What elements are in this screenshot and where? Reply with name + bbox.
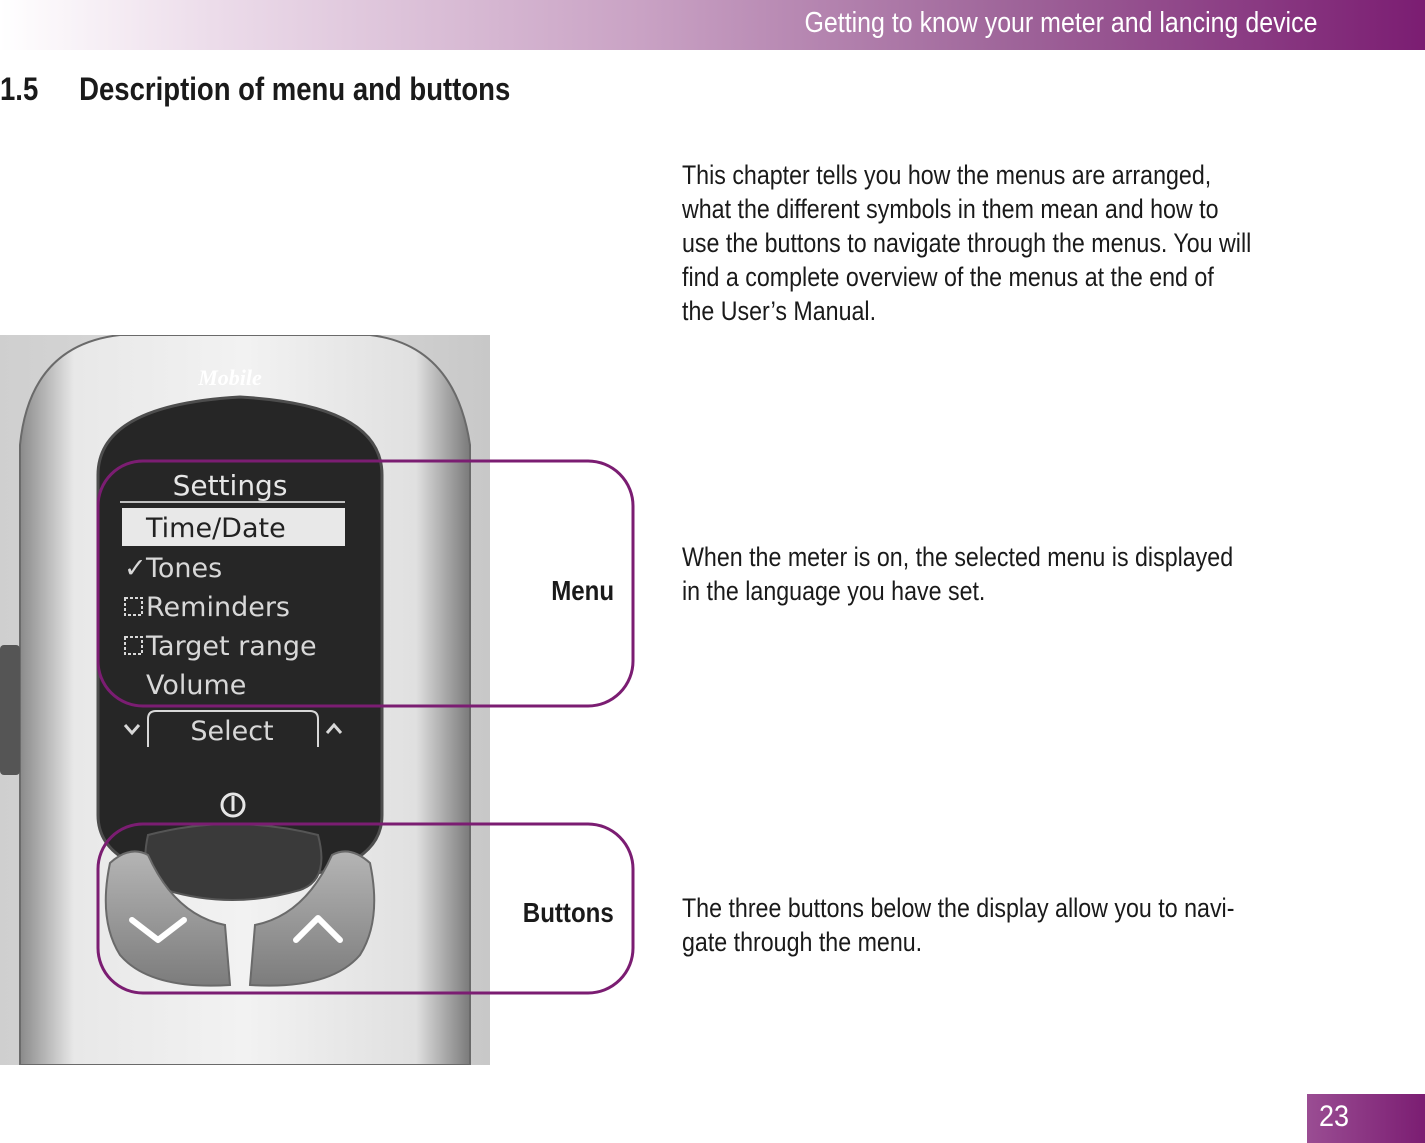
intro-line: use the buttons to navigate through the menus. You will	[682, 228, 1252, 258]
intro-line: the User’s Manual.	[682, 296, 877, 326]
menu-item-target-range: Target range	[146, 631, 317, 662]
check-icon: ✓	[124, 553, 147, 584]
select-button[interactable]	[145, 824, 321, 900]
buttons-callout-label: Buttons	[523, 897, 614, 928]
side-grip	[0, 645, 20, 775]
menu-line: in the language you have set.	[682, 576, 986, 606]
chapter-title: Getting to know your meter and lancing device	[804, 7, 1317, 39]
brand-text: Mobile	[198, 365, 262, 390]
intro-paragraph	[682, 158, 1251, 328]
page-number-tab	[1307, 1094, 1425, 1143]
menu-item-reminders: Reminders	[146, 592, 290, 623]
intro-line: find a complete overview of the menus at the end of	[682, 262, 1214, 292]
menu-item-time-date: Time/Date	[146, 513, 286, 544]
section-title: Description of menu and buttons	[79, 71, 511, 107]
screen-menu-title: Settings	[172, 469, 288, 502]
intro-line: what the different symbols in them mean and how to	[682, 194, 1219, 224]
menu-line: When the meter is on, the selected menu is displayed	[682, 542, 1234, 572]
menu-item-volume: Volume	[146, 670, 247, 701]
menu-paragraph	[682, 540, 1233, 608]
section-heading	[0, 71, 510, 108]
meter-illustration	[0, 335, 490, 1065]
menu-item-tones: Tones	[146, 553, 223, 584]
page-number: 23	[1319, 1100, 1350, 1133]
intro-line: This chapter tells you how the menus are arranged,	[682, 160, 1212, 190]
header-band	[0, 0, 1425, 50]
softkey-select-label: Select	[190, 716, 274, 747]
buttons-paragraph	[682, 891, 1234, 959]
menu-callout-label: Menu	[551, 575, 614, 606]
buttons-line: The three buttons below the display allow you to navi-	[682, 893, 1235, 923]
buttons-line: gate through the menu.	[682, 927, 923, 957]
section-number: 1.5	[0, 71, 39, 107]
